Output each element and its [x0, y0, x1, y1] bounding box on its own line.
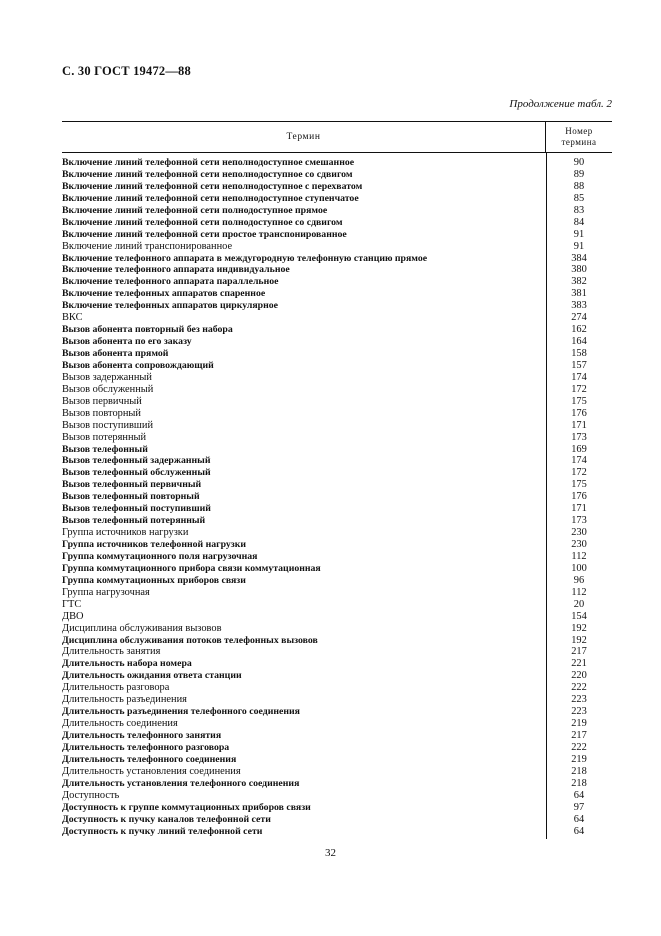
column-header-number — [545, 122, 612, 152]
term-number-cell: 192 — [571, 634, 587, 646]
term-cell: Включение линий телефонной сети неполнодоступное со сдвигом — [62, 168, 353, 180]
table-body — [62, 153, 612, 837]
term-cell: Включение линий телефонной сети полнодоступное со сдвигом — [62, 216, 343, 228]
term-number-cell: 222 — [571, 741, 587, 753]
table-continuation-label: Продолжение табл. 2 — [509, 98, 612, 110]
table-row — [62, 467, 612, 479]
table-row — [62, 730, 612, 742]
term-cell: Включение линий телефонной сети простое транспонированное — [62, 228, 347, 240]
term-cell: Включение телефонных аппаратов спаренное — [62, 288, 266, 300]
table-row — [62, 169, 612, 181]
table-row — [62, 217, 612, 229]
term-number-cell: 384 — [571, 252, 587, 264]
term-cell: Длительность телефонного соединения — [62, 753, 237, 765]
table-row — [62, 527, 612, 539]
term-number-cell: 162 — [571, 324, 587, 336]
term-number-cell: 176 — [571, 407, 587, 419]
term-cell: Вызов телефонный — [62, 443, 148, 455]
term-cell: Доступность к группе коммутационных приборов связи — [62, 801, 311, 813]
table-row — [62, 718, 612, 730]
table-row — [62, 360, 612, 372]
term-number-cell: 223 — [571, 694, 587, 706]
table-row — [62, 766, 612, 778]
term-cell: Вызов поступивший — [62, 419, 154, 431]
term-number-cell: 90 — [573, 157, 585, 168]
term-cell: Вызов телефонный первичный — [62, 479, 202, 491]
term-number-cell: 219 — [571, 718, 587, 730]
term-cell: Включение линий телефонной сети полнодоступное прямое — [62, 204, 328, 216]
term-number-cell: 112 — [571, 586, 587, 598]
term-number-cell: 173 — [571, 515, 587, 527]
term-cell: Доступность к пучку линий телефонной сети — [62, 825, 263, 837]
term-number-cell: 219 — [571, 753, 587, 765]
term-cell: Вызов абонента по его заказу — [62, 336, 192, 348]
term-cell: Включение телефонных аппаратов циркулярное — [62, 300, 278, 312]
term-number-cell: 218 — [571, 765, 587, 777]
term-cell: Длительность телефонного занятия — [62, 730, 222, 741]
table-row — [62, 372, 612, 384]
term-number-cell: 173 — [571, 431, 587, 443]
term-cell: Длительность занятия — [62, 646, 161, 658]
table-row — [62, 515, 612, 527]
term-cell: Вызов обслуженный — [62, 383, 154, 395]
term-cell: Включение телефонного аппарата в междугородную телефонную станцию прямое — [62, 252, 428, 264]
term-number-cell: 221 — [571, 658, 587, 670]
term-cell: Включение телефонного аппарата параллельное — [62, 276, 279, 288]
column-header-term: Термин — [286, 132, 321, 142]
column-header-number-line2: термина — [561, 137, 597, 147]
table-row — [62, 563, 612, 575]
table-row — [62, 384, 612, 396]
term-cell: Вызов телефонный поступивший — [62, 503, 211, 515]
term-number-cell: 85 — [573, 192, 585, 204]
term-number-cell: 380 — [571, 264, 587, 276]
term-number-cell: 96 — [573, 574, 585, 586]
term-cell: Длительность соединения — [62, 718, 178, 730]
term-number-cell: 381 — [571, 288, 587, 300]
term-number-cell: 164 — [571, 336, 587, 348]
table-row — [62, 157, 612, 169]
term-cell: Включение линий телефонной сети неполнодоступное с перехватом — [62, 180, 363, 192]
term-number-cell: 91 — [573, 228, 585, 240]
term-cell: Длительность набора номера — [62, 658, 192, 670]
term-number-cell: 175 — [571, 395, 587, 407]
term-cell: Дисциплина обслуживания вызовов — [62, 622, 222, 634]
term-cell: Длительность установления телефонного соединения — [62, 777, 300, 789]
table-row — [62, 432, 612, 444]
term-number-cell: 112 — [571, 550, 587, 562]
term-number-cell: 176 — [571, 491, 587, 503]
table-row — [62, 324, 612, 336]
term-cell: Вызов потерянный — [62, 431, 147, 443]
term-cell: Группа коммутационных приборов связи — [62, 574, 246, 586]
term-cell: Вызов абонента сопровождающий — [62, 359, 214, 371]
term-cell: Дисциплина обслуживания потоков телефонных вызовов — [62, 634, 318, 646]
term-number-cell: 97 — [573, 801, 585, 813]
term-number-cell: 192 — [571, 622, 587, 634]
term-cell: Включение линий транспонированное — [62, 240, 233, 252]
term-cell: Группа источников телефонной нагрузки — [62, 539, 247, 550]
table-row — [62, 491, 612, 503]
term-number-cell: 217 — [571, 730, 587, 741]
table-row — [62, 682, 612, 694]
table-row — [62, 241, 612, 253]
terms-index-table — [62, 121, 612, 837]
table-row — [62, 312, 612, 324]
column-header-number-line1: Номер — [565, 126, 593, 136]
table-row — [62, 264, 612, 276]
term-number-cell: 172 — [571, 467, 587, 479]
table-row — [62, 276, 612, 288]
term-number-cell: 171 — [571, 419, 587, 431]
term-cell: Длительность разъединения телефонного соединения — [62, 706, 300, 718]
term-cell: ДВО — [62, 610, 84, 622]
term-number-cell: 64 — [573, 825, 585, 837]
term-cell: Доступность — [62, 789, 120, 801]
term-number-cell: 84 — [573, 216, 585, 228]
page-header: С. 30 ГОСТ 19472—88 — [62, 64, 191, 78]
term-cell: Вызов абонента прямой — [62, 348, 169, 359]
term-number-cell: 88 — [573, 180, 585, 192]
term-number-cell: 174 — [571, 371, 587, 383]
term-cell: Вызов телефонный задержанный — [62, 455, 211, 467]
table-row — [62, 444, 612, 456]
table-row — [62, 348, 612, 360]
term-cell: Группа коммутационного прибора связи коммутационная — [62, 562, 321, 574]
table-row — [62, 396, 612, 408]
table-row — [62, 826, 612, 838]
term-cell: Включение линий телефонной сети неполнодоступное смешанное — [62, 157, 355, 168]
table-row — [62, 670, 612, 682]
term-number-cell: 220 — [571, 670, 587, 682]
term-cell: Включение телефонного аппарата индивидуальное — [62, 264, 290, 276]
term-cell: Группа источников нагрузки — [62, 527, 189, 539]
table-row — [62, 599, 612, 611]
table-row — [62, 611, 612, 623]
table-row — [62, 253, 612, 265]
table-row — [62, 288, 612, 300]
term-cell: ГТС — [62, 598, 82, 610]
table-row — [62, 623, 612, 635]
table-row — [62, 420, 612, 432]
table-row — [62, 694, 612, 706]
table-row — [62, 193, 612, 205]
table-row — [62, 802, 612, 814]
table-row — [62, 408, 612, 420]
table-row — [62, 551, 612, 563]
term-number-cell: 20 — [573, 598, 585, 610]
term-number-cell: 217 — [571, 646, 587, 658]
term-number-cell: 174 — [571, 455, 587, 467]
term-number-cell: 154 — [571, 610, 587, 622]
term-cell: Длительность разговора — [62, 682, 170, 694]
table-row — [62, 479, 612, 491]
term-cell: Вызов первичный — [62, 395, 142, 407]
table-row — [62, 754, 612, 766]
table-row — [62, 706, 612, 718]
term-number-cell: 230 — [571, 539, 587, 550]
term-cell: Длительность телефонного разговора — [62, 741, 230, 753]
term-number-cell: 169 — [571, 443, 587, 455]
term-cell: Длительность разъединения — [62, 694, 187, 706]
table-row — [62, 336, 612, 348]
term-cell: Вызов телефонный повторный — [62, 491, 200, 503]
term-cell: Вызов повторный — [62, 407, 141, 419]
term-number-cell: 157 — [571, 359, 587, 371]
term-cell: ВКС — [62, 312, 83, 324]
term-number-cell: 64 — [573, 789, 585, 801]
table-row — [62, 814, 612, 826]
term-cell: Вызов абонента повторный без набора — [62, 324, 233, 336]
table-row — [62, 205, 612, 217]
table-row — [62, 587, 612, 599]
table-row — [62, 646, 612, 658]
term-number-cell: 175 — [571, 479, 587, 491]
table-header — [62, 121, 612, 153]
term-cell: Доступность к пучку каналов телефонной сети — [62, 813, 271, 825]
table-row — [62, 539, 612, 551]
table-row — [62, 658, 612, 670]
table-row — [62, 300, 612, 312]
term-number-cell: 91 — [573, 240, 585, 252]
term-cell: Длительность ожидания ответа станции — [62, 670, 242, 682]
term-cell: Длительность установления соединения — [62, 765, 241, 777]
term-number-cell: 89 — [573, 168, 585, 180]
term-number-cell: 64 — [573, 813, 585, 825]
term-cell: Вызов задержанный — [62, 371, 152, 383]
term-cell: Включение линий телефонной сети неполнодоступное ступенчатое — [62, 192, 359, 204]
table-row — [62, 778, 612, 790]
term-cell: Вызов телефонный обслуженный — [62, 467, 211, 479]
term-number-cell: 383 — [571, 300, 587, 312]
table-row — [62, 455, 612, 467]
page-number: 32 — [325, 847, 336, 859]
term-cell: Вызов телефонный потерянный — [62, 515, 206, 527]
term-cell: Группа нагрузочная — [62, 586, 150, 598]
table-row — [62, 181, 612, 193]
term-number-cell: 100 — [571, 562, 587, 574]
term-number-cell: 223 — [571, 706, 587, 718]
term-number-cell: 218 — [571, 777, 587, 789]
term-number-cell: 222 — [571, 682, 587, 694]
term-number-cell: 382 — [571, 276, 587, 288]
term-number-cell: 230 — [571, 527, 587, 539]
table-row — [62, 229, 612, 241]
term-number-cell: 171 — [571, 503, 587, 515]
table-row — [62, 790, 612, 802]
term-number-cell: 83 — [573, 204, 585, 216]
table-row — [62, 503, 612, 515]
term-number-cell: 172 — [571, 383, 587, 395]
table-row — [62, 635, 612, 647]
term-number-cell: 274 — [571, 312, 587, 324]
term-cell: Группа коммутационного поля нагрузочная — [62, 550, 258, 562]
term-number-cell: 158 — [571, 348, 587, 359]
table-row — [62, 742, 612, 754]
table-row — [62, 575, 612, 587]
